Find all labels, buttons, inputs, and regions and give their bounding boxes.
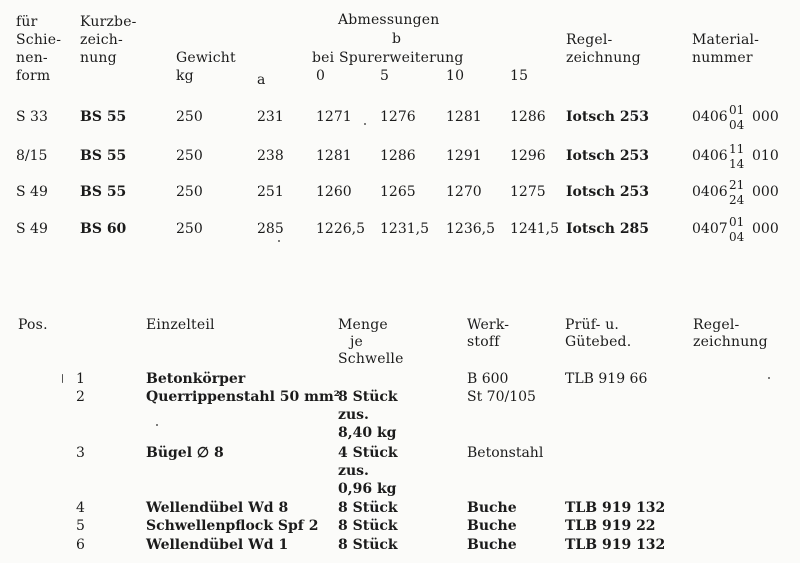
cell-pos: 4 <box>76 500 85 516</box>
cell-werkstoff: Buche <box>467 500 517 516</box>
header-menge: Menge <box>338 317 388 333</box>
scan-speck <box>278 240 280 242</box>
cell-b0: 1226,5 <box>316 221 365 237</box>
cell-a: 285 <box>257 221 284 237</box>
header-schwelle: Schwelle <box>338 351 404 367</box>
cell-werkstoff: Buche <box>467 537 517 553</box>
cell-b5: 1286 <box>380 148 416 164</box>
header-guetebed: Gütebed. <box>565 334 632 350</box>
cell-regel: Iotsch 285 <box>566 221 650 237</box>
cell-materialnummer <box>692 178 788 210</box>
cell-regel: Iotsch 253 <box>566 148 650 164</box>
header-spur-5: 5 <box>380 68 390 84</box>
cell-kurz: BS 55 <box>80 184 127 200</box>
cell-teil: Querrippenstahl 50 mm² <box>146 389 340 405</box>
cell-menge: 8 Stück <box>338 389 398 405</box>
scan-speck <box>768 377 770 379</box>
mat-suffix: 010 <box>752 148 779 164</box>
cell-werkstoff: Betonstahl <box>467 445 544 461</box>
cell-b5: 1231,5 <box>380 221 429 237</box>
cell-menge: 8 Stück <box>338 518 398 534</box>
cell-b15: 1275 <box>510 184 546 200</box>
header-zeichnung: zeichnung <box>566 50 641 66</box>
cell-pruef: TLB 919 66 <box>565 371 648 387</box>
header-einzelteil: Einzelteil <box>146 317 215 333</box>
header-werk: Werk- <box>467 317 510 333</box>
cell-materialnummer <box>692 215 788 247</box>
header-nen: nen- <box>16 50 48 66</box>
header-regel: Regel- <box>693 317 740 333</box>
cell-materialnummer <box>692 103 788 135</box>
cell-form: S 49 <box>16 184 48 200</box>
header-kg: kg <box>176 68 194 84</box>
cell-b10: 1270 <box>446 184 482 200</box>
header-nummer: nummer <box>692 50 753 66</box>
cell-b15: 1296 <box>510 148 546 164</box>
mat-prefix: 0406 <box>692 184 728 200</box>
header-material: Material- <box>692 32 760 48</box>
scan-speck <box>62 374 63 383</box>
cell-pos: 1 <box>76 371 85 387</box>
cell-pos: 5 <box>76 518 85 534</box>
cell-teil: Wellendübel Wd 8 <box>146 500 289 516</box>
cell-regel: Iotsch 253 <box>566 109 650 125</box>
cell-teil: Betonkörper <box>146 371 246 387</box>
header-spur-0: 0 <box>316 68 326 84</box>
cell-gewicht: 250 <box>176 184 203 200</box>
cell-menge: 8 Stück <box>338 537 398 553</box>
cell-teil: Schwellenpflock Spf 2 <box>146 518 319 534</box>
cell-b5: 1276 <box>380 109 416 125</box>
mat-suffix: 000 <box>752 221 779 237</box>
header-spur-15: 15 <box>510 68 529 84</box>
mat-bottom: 04 <box>729 118 745 132</box>
header-gewicht: Gewicht <box>176 50 236 66</box>
cell-pos: 3 <box>76 445 85 461</box>
scan-speck <box>364 123 366 125</box>
cell-menge-kg: 8,40 kg <box>338 425 397 441</box>
cell-gewicht: 250 <box>176 109 203 125</box>
cell-b10: 1236,5 <box>446 221 495 237</box>
header-fuer: für <box>16 14 38 30</box>
cell-menge: 4 Stück <box>338 445 398 461</box>
cell-kurz: BS 55 <box>80 109 127 125</box>
cell-pos: 6 <box>76 537 85 553</box>
cell-b15: 1241,5 <box>510 221 559 237</box>
header-schie: Schie- <box>16 32 62 48</box>
mat-suffix: 000 <box>752 109 779 125</box>
header-b: b <box>392 31 402 47</box>
cell-pos: 2 <box>76 389 85 405</box>
cell-a: 251 <box>257 184 284 200</box>
cell-pruef: TLB 919 22 <box>565 518 656 534</box>
cell-teil: Bügel ∅ 8 <box>146 445 224 461</box>
cell-menge-kg: 0,96 kg <box>338 481 397 497</box>
cell-form: S 33 <box>16 109 48 125</box>
cell-materialnummer <box>692 142 788 174</box>
mat-prefix: 0406 <box>692 109 728 125</box>
header-spur-10: 10 <box>446 68 465 84</box>
header-a: a <box>257 72 266 88</box>
cell-werkstoff: St 70/105 <box>467 389 536 405</box>
mat-bottom: 04 <box>729 230 745 244</box>
cell-b5: 1265 <box>380 184 416 200</box>
mat-top: 01 <box>729 215 745 229</box>
cell-pruef: TLB 919 132 <box>565 537 666 553</box>
mat-bottom: 14 <box>729 157 745 171</box>
mat-suffix: 000 <box>752 184 779 200</box>
header-abmessungen: Abmessungen <box>338 12 440 28</box>
cell-b15: 1286 <box>510 109 546 125</box>
mat-prefix: 0407 <box>692 221 728 237</box>
header-stoff: stoff <box>467 334 500 350</box>
cell-b0: 1260 <box>316 184 352 200</box>
cell-werkstoff: Buche <box>467 518 517 534</box>
cell-b0: 1271 <box>316 109 352 125</box>
cell-a: 238 <box>257 148 284 164</box>
mat-top: 01 <box>729 103 745 117</box>
header-je: je <box>350 334 364 350</box>
header-nung: nung <box>80 50 117 66</box>
cell-b10: 1281 <box>446 109 482 125</box>
cell-gewicht: 250 <box>176 221 203 237</box>
header-regel: Regel- <box>566 32 613 48</box>
cell-kurz: BS 60 <box>80 221 127 237</box>
cell-form: 8/15 <box>16 148 48 164</box>
scan-speck <box>156 424 158 426</box>
header-bei-spurerweiterung: bei Spurerweiterung <box>312 50 464 66</box>
header-pos: Pos. <box>18 317 48 333</box>
cell-form: S 49 <box>16 221 48 237</box>
mat-bottom: 24 <box>729 193 745 207</box>
mat-top: 21 <box>729 178 745 192</box>
mat-top: 11 <box>729 142 745 156</box>
cell-a: 231 <box>257 109 284 125</box>
cell-regel: Iotsch 253 <box>566 184 650 200</box>
header-zeichnung: zeichnung <box>693 334 768 350</box>
cell-menge: 8 Stück <box>338 500 398 516</box>
cell-menge-zus: zus. <box>338 407 369 423</box>
cell-teil: Wellendübel Wd 1 <box>146 537 289 553</box>
mat-prefix: 0406 <box>692 148 728 164</box>
header-zeich: zeich- <box>80 32 123 48</box>
cell-menge-zus: zus. <box>338 463 369 479</box>
header-form: form <box>16 68 51 84</box>
header-kurzbe: Kurzbe- <box>80 14 137 30</box>
cell-b0: 1281 <box>316 148 352 164</box>
header-pruef: Prüf- u. <box>565 317 620 333</box>
cell-kurz: BS 55 <box>80 148 127 164</box>
cell-b10: 1291 <box>446 148 482 164</box>
cell-pruef: TLB 919 132 <box>565 500 666 516</box>
cell-gewicht: 250 <box>176 148 203 164</box>
cell-werkstoff: B 600 <box>467 371 509 387</box>
